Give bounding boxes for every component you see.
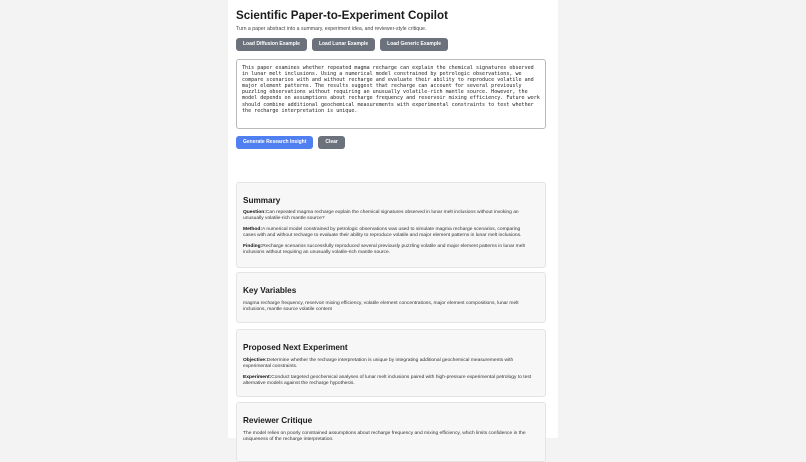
method-label: Method: [243,227,263,232]
experiment-text: Conduct targeted geochemical analyses of lunar melt inclusions paired with high-pressure experimental petrology to test alternative models against the recharge hypothesis. [243,375,532,386]
finding-label: Finding: [243,244,263,249]
action-buttons [236,136,345,149]
load-generic-example-button[interactable]: Load Generic Example [380,38,448,51]
abstract-textarea[interactable] [236,59,546,129]
key-variables-text: magma recharge frequency, reservoir mixing efficiency, volatile element concentrations, major element compositions, lunar melt inclusions, mantle source volatile content [243,301,519,312]
load-diffusion-example-button[interactable]: Load Diffusion Example [236,38,307,51]
example-buttons [236,38,448,51]
objective-label: Objective: [243,358,267,363]
reviewer-critique-card [236,402,546,462]
summary-finding [243,244,533,256]
method-text: A numerical model constrained by petrologic observations was used to simulate magma recharge scenarios, comparing cases with and without recharge to evaluate their ability to reproduce volatile and major element patterns in lunar melt inclusions. [243,227,522,238]
generate-research-insight-button[interactable]: Generate Research Insight [236,136,313,149]
experiment-label: Experiment: [243,375,272,380]
next-experiment-card [236,329,546,397]
summary-question [243,210,533,222]
key-variables-card [236,272,546,323]
summary-method [243,227,533,239]
summary-card [236,182,546,268]
next-experiment-experiment [243,375,533,387]
main-panel [228,0,558,442]
next-experiment-objective [243,358,533,370]
key-variables-heading: Key Variables [243,286,297,295]
reviewer-critique-heading: Reviewer Critique [243,416,313,425]
clear-button[interactable]: Clear [318,136,345,149]
next-experiment-heading: Proposed Next Experiment [243,343,348,352]
page-title: Scientific Paper-to-Experiment Copilot [236,9,448,22]
question-label: Question: [243,210,266,215]
reviewer-critique-text: The model relies on poorly constrained assumptions about recharge frequency and mixing efficiency, which limits confidence in the uniqueness of the recharge interpretation. [243,431,526,442]
load-lunar-example-button[interactable]: Load Lunar Example [312,38,375,51]
question-text: Can repeated magma recharge explain the chemical signatures observed in lunar melt inclusions without invoking an unusually volatile-rich mantle source? [243,210,519,221]
finding-text: Recharge scenarios successfully reproduced several previously puzzling volatile and major element patterns in lunar melt inclusions without requiring an unusually volatile-rich mantle source. [243,244,525,255]
objective-text: Determine whether the recharge interpretation is unique by integrating additional geochemical measurements with experimental constraints. [243,358,514,369]
summary-heading: Summary [243,196,281,205]
page-subtitle: Turn a paper abstract into a summary, experiment idea, and reviewer-style critique. [236,26,427,32]
